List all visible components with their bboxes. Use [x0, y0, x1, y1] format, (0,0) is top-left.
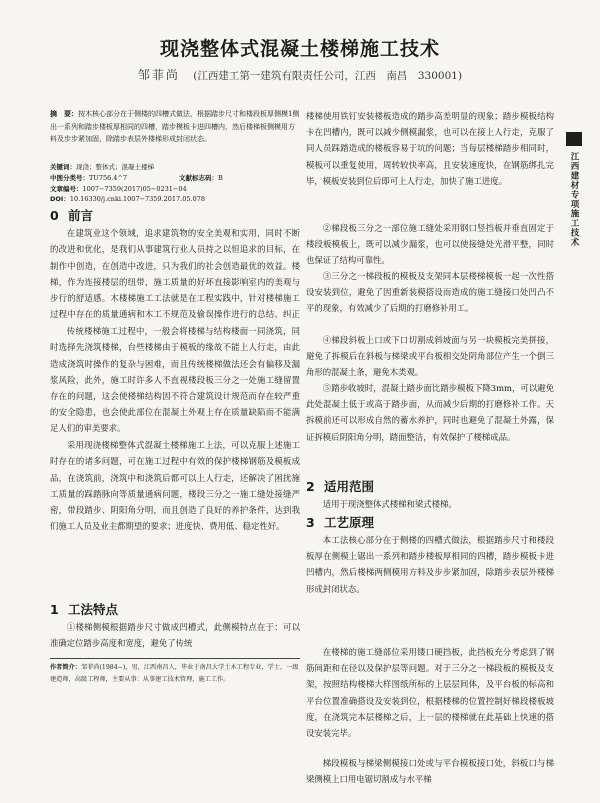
section-title: 适用范围	[324, 479, 375, 494]
section-title: 工法特点	[68, 602, 119, 618]
section-title: 前言	[68, 208, 94, 224]
clc-value: TU756.4^7	[89, 173, 128, 182]
author-name: 邹菲尚	[137, 68, 180, 82]
keywords-row	[50, 162, 300, 173]
clc-label: 中图分类号：	[50, 173, 89, 182]
doi-row	[50, 194, 300, 205]
body-paragraph: 在楼梯的施工缝部位采用镂口硬挡板，此挡板充分考虑到了钢筋间距和在径以及保护层等问题。对于三分之一梯段板的模板及支架，按照结构楼梯大样图纸所标的上层层间体，及平台板的标高和平台位置准确搭设及安装到位，根据楼梯的位置控制好梯段楼板坡度，在浇筑完本层楼梯之后，上一层的楼梯就在此基础上快速的搭设安装完毕。	[306, 647, 554, 739]
keywords-label: 关键词：	[50, 163, 76, 171]
article-number-value: 1007−7359(2017)05−0231−04	[82, 184, 187, 193]
footnote-text: 邹菲尚(1984−)，男，江西南昌人，毕业于南昌大学土木工程专业，学士，一级建造师，高级工程师，主要从事：从事建工技术管理，施工工作。	[50, 664, 299, 683]
doc-code-label: 文献标志码：	[179, 173, 219, 182]
article-number-label: 文章编号：	[50, 184, 83, 193]
body-paragraph: ③三分之一梯段板的模板及支架同本层楼梯模板一起一次性搭设安装到位，避免了因重新装模搭设而造成的施工缝接口处凹凸不平的现象，有效减少了后期的打磨修补用工。	[306, 271, 554, 314]
body-paragraph: 适用于现浇整体式楼梯和梁式楼梯。	[322, 499, 457, 509]
section-heading-features	[50, 601, 300, 618]
paper-title: 现浇整体式混凝土楼梯施工技术	[159, 38, 440, 60]
section-heading-scope	[306, 478, 554, 495]
section-heading-intro	[50, 207, 300, 224]
body-paragraph: 采用现浇楼梯整体式混凝土楼梯施工上法，可以克服上述施工时存在的诸多问题，可在施工过程中有效的保护楼梯钢筋及模板成品，在浇筑前，浇筑中和浇筑后都可以上人行走，还解决了困扰施工质量的踩踏脉向等质量通病问题，楼段三分之一施工缝处接缝严密，带段踏步、阴阳角分明，而且创造了良好的养护条件，达到我们施工人员及业主都期望的要求；进度快、费用低、稳定性好。	[50, 440, 300, 532]
right-column	[306, 108, 554, 803]
section-number: 1	[50, 602, 59, 618]
abstract-block	[50, 108, 300, 160]
doc-code-value: B	[218, 173, 223, 182]
article-number-row	[50, 184, 300, 195]
section-number: 0	[50, 208, 59, 224]
doi-value: 10.16330/j.cnki.1007−7359.2017.05.078	[69, 195, 205, 204]
section-title: 工艺原理	[324, 515, 375, 530]
side-section-tab	[562, 132, 586, 282]
author-line	[0, 66, 600, 83]
body-paragraph: ②梯段板三分之一部位施工缝处采用钢口竖挡板并垂直固定于楼段板模板上，既可以减少漏浆，也可以使接缝处光滑平整，同时也保证了结构可靠性。	[306, 223, 554, 266]
metadata-block	[50, 162, 300, 205]
body-paragraph: 梯段模板与梯梁侧模接口处或与平台模板接口处，斜板口与梯梁侧模上口用电锯切割成与水平梯	[306, 758, 554, 785]
keywords-text: 现浇；整体式；混凝土楼梯	[76, 163, 154, 171]
body-paragraph: 在建筑业这个领域，追求建筑物的安全美观和实用，同时不断的改进和优化，是我们从事建筑行业人员持之以恒追求的目标，在制作中创造，在创造中改进，只为我们的社会创造最优的效益。楼梯，作为连接楼层的纽带，施工质量的好坏直接影响室内的美观与步行的舒适感。木楼梯施工工法就是在工程实践中，针对楼梯施工过程中存在的质量通病和木工不规范及偷误操作进行的总结、纠正	[50, 228, 300, 320]
body-paragraph: 传统楼梯施工过程中，一般会将楼梯与结构楼面一同浇筑，同时选择先浇筑楼梯，台些楼梯由于模板的缘故不能上人行走，由此造成浇筑时操作的复杂与困难，而且传统楼梯做法还会有偏移及漏浆风险，此外，施工时许多人不直视楼段板三分之一处施工缝留置存在的问题，这会使楼梯结构因不符合建筑设计规范而存在较严重的安全隐患，也会使此部位在混凝土外观上存在质量缺陷而不能满足人们的审美要求。	[50, 326, 300, 434]
left-column	[50, 108, 300, 667]
section-number: 2	[306, 479, 315, 494]
classification-row	[50, 173, 300, 184]
author-affiliation: (江西建工第一建筑有限责任公司，江西 南昌 330001)	[193, 70, 463, 82]
doi-label: DOI：	[50, 195, 70, 204]
abstract-label: 摘 要：	[50, 110, 78, 118]
footnote-label: 作者简介：	[50, 664, 81, 671]
section-heading-principle	[306, 514, 554, 531]
body-paragraph: ①楼梯侧模根据踏步尺寸做成凹槽式，此侧模特点在于：可以准确定位踏步高度和宽度，避免了传统	[50, 622, 300, 649]
author-footnote	[50, 658, 300, 698]
body-paragraph: 楼梯使用铁钉安装楼板造成的踏步高差明显的现象；踏步模板结构卡在凹槽内，既可以减少侧模漏浆，也可以在接上人行走，克服了同人员踩踏造成的楼板容易于坑的问题；当每层楼梯踏步相同时，模板可以重复使用，周转较快率高，且安装速度快，在钢筋绑扎完毕，模板安装到位后即可上人行走，加快了施工进度。	[306, 111, 554, 186]
section-number: 3	[306, 515, 315, 530]
body-paragraph: ④梯段斜板上口或下口切割成斜坡面与另一块模板完美拼接，避免了拆模后在斜板与梯梁或平台板相交处阴角部位产生一个倒三角形的混凝土条，避免木类观。	[306, 335, 554, 378]
abstract-text: 按木核心部分在于侧楼的四槽式做法，根据踏步尺寸和楼段板厚侧模1侧出一系列和踏步楼板厚相同的四槽，踏步模板卡进四槽内，然后楼梯板侧模用方料及步步紧加固，除踏步表层外楼梯形成封闭状态。	[50, 110, 300, 144]
body-paragraph: 本工法核心部分在于侧楼的四槽式做法，根据踏步尺寸和楼段板厚在侧模上锯出一系列和踏步楼板厚相同的四槽，踏步模板卡进凹槽内，然后楼梯两侧模用方料及步步紧加固，除踏步表层外楼梯形成封闭状态。	[306, 535, 554, 594]
body-paragraph: ⑤踏步收坡时，混凝土踏步面比踏步模板下降3mm，可以避免此处混凝土低于或高于踏步面，从而减少后期的打磨修补工作。天拆模前还可以形成自然的蓄水养护，同时也避免了混凝土外露，保证拆模后阴阳角分明，踏面整洁，有效保护了楼梯成品。	[306, 383, 554, 442]
side-tab-text: 江西建材专项施工技术	[569, 152, 579, 247]
section-marker-icon	[566, 132, 582, 146]
